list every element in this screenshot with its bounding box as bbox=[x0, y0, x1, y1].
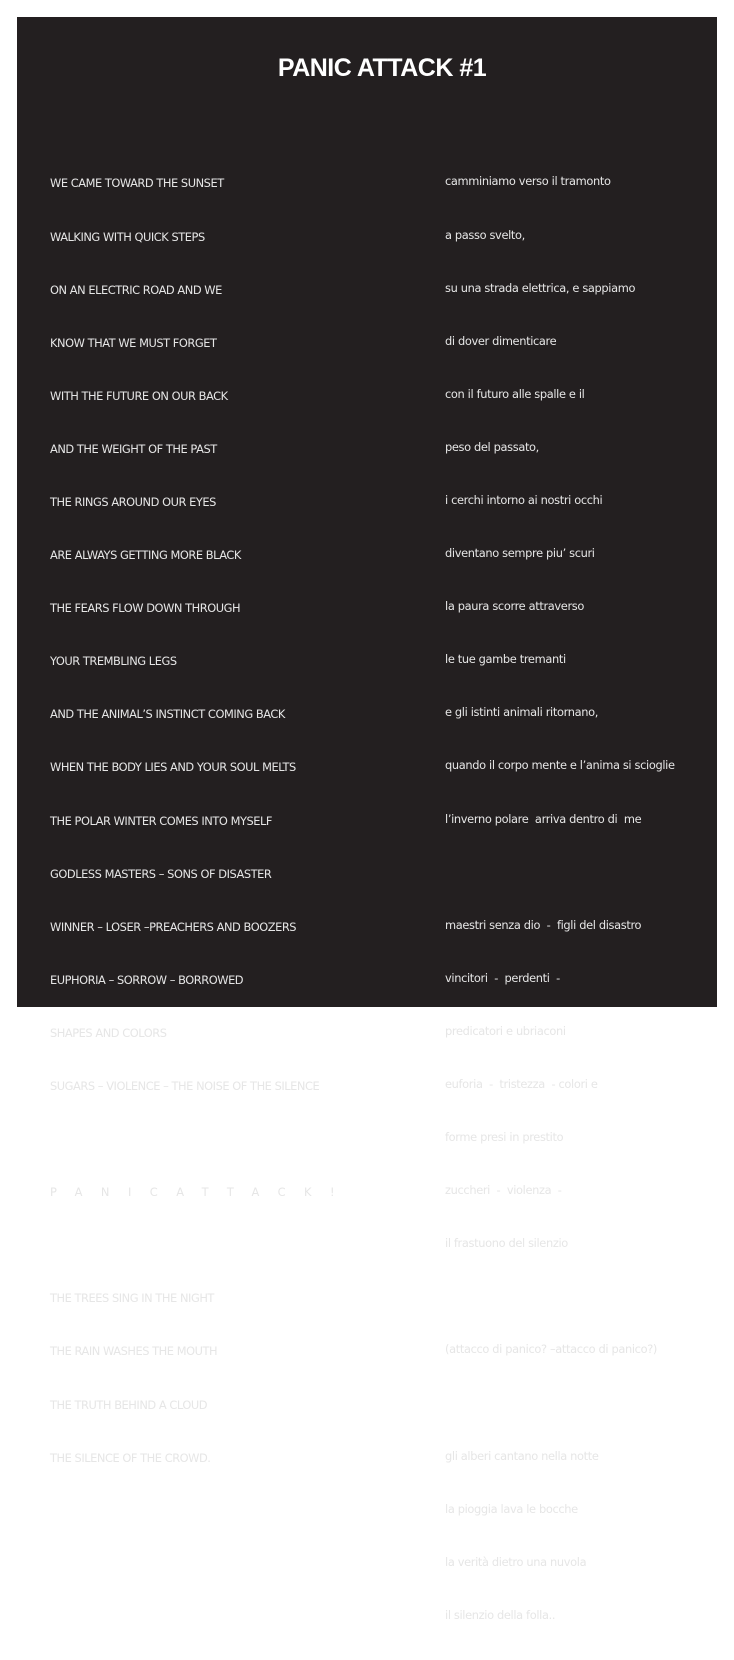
english-line: WINNER – LOSER –PREACHERS AND BOOZERS bbox=[50, 919, 297, 934]
italian-line: a passo svelto, bbox=[445, 227, 525, 242]
italian-line: euforia - tristezza - colori e bbox=[445, 1077, 598, 1091]
italian-blank-line bbox=[445, 1288, 675, 1306]
italian-line: la verità dietro una nuvola bbox=[445, 1554, 587, 1569]
italian-line: di dover dimenticare bbox=[445, 333, 557, 348]
english-line: THE POLAR WINTER COMES INTO MYSELF bbox=[50, 813, 272, 828]
english-line: THE FEARS FLOW DOWN THROUGH bbox=[50, 601, 241, 616]
english-line: ARE ALWAYS GETTING MORE BLACK bbox=[50, 548, 241, 563]
english-line: THE SILENCE OF THE CROWD. bbox=[50, 1450, 211, 1465]
english-line: THE RAIN WASHES THE MOUTH bbox=[50, 1344, 218, 1359]
english-line: AND THE WEIGHT OF THE PAST bbox=[50, 441, 217, 456]
panic-attack-spaced-line: PANICATTACK! bbox=[50, 1185, 354, 1200]
italian-line: le tue gambe tremanti bbox=[445, 652, 566, 667]
english-line: KNOW THAT WE MUST FORGET bbox=[50, 335, 217, 350]
italian-line: il frastuono del silenzio bbox=[445, 1236, 568, 1251]
english-line: SHAPES AND COLORS bbox=[50, 1025, 167, 1040]
english-line: YOUR TREMBLING LEGS bbox=[50, 654, 177, 669]
english-blank-line bbox=[50, 1131, 353, 1149]
italian-blank-line bbox=[445, 864, 675, 882]
italian-line: maestri senza dio - figli del disastro bbox=[445, 917, 642, 932]
italian-line: diventano sempre piu’ scuri bbox=[445, 546, 595, 561]
italian-line: il silenzio della folla.. bbox=[445, 1607, 556, 1622]
english-line: WALKING WITH QUICK STEPS bbox=[50, 229, 205, 244]
english-line: GODLESS MASTERS – SONS OF DISASTER bbox=[50, 866, 272, 881]
english-line: WE CAME TOWARD THE SUNSET bbox=[50, 176, 224, 191]
italian-line: quando il corpo mente e l’anima si scioglie bbox=[445, 758, 675, 773]
italian-line: (attacco di panico? –attacco di panico?) bbox=[445, 1342, 657, 1357]
italian-blank-line bbox=[445, 1395, 675, 1413]
english-lyrics bbox=[50, 140, 353, 1503]
english-line: AND THE ANIMAL’S INSTINCT COMING BACK bbox=[50, 707, 285, 722]
italian-line: vincitori - perdenti - bbox=[445, 970, 560, 985]
italian-line: l’inverno polare arriva dentro di me bbox=[445, 811, 642, 826]
italian-line: la paura scorre attraverso bbox=[445, 599, 585, 614]
italian-line: con il futuro alle spalle e il bbox=[445, 386, 585, 401]
poster-sheet bbox=[17, 17, 717, 1622]
italian-lyrics bbox=[445, 138, 675, 1660]
italian-line: camminiamo verso il tramonto bbox=[445, 174, 611, 189]
page-title: PANIC ATTACK #1 bbox=[277, 54, 487, 82]
italian-line: e gli istinti animali ritornano, bbox=[445, 705, 598, 720]
italian-line: su una strada elettrica, e sappiamo bbox=[445, 280, 636, 295]
english-line: SUGARS – VIOLENCE – THE NOISE OF THE SILENCE bbox=[50, 1079, 320, 1093]
english-line: THE TREES SING IN THE NIGHT bbox=[50, 1291, 214, 1306]
italian-line: gli alberi cantano nella notte bbox=[445, 1448, 599, 1463]
italian-line: forme presi in prestito bbox=[445, 1130, 564, 1145]
english-blank-line bbox=[50, 1237, 353, 1255]
italian-line: la pioggia lava le bocche bbox=[445, 1501, 578, 1516]
italian-line: zuccheri - violenza - bbox=[445, 1183, 562, 1198]
english-line: EUPHORIA – SORROW – BORROWED bbox=[50, 972, 244, 987]
english-line: WITH THE FUTURE ON OUR BACK bbox=[50, 388, 228, 403]
english-line: ON AN ELECTRIC ROAD AND WE bbox=[50, 282, 222, 297]
english-line: THE TRUTH BEHIND A CLOUD bbox=[50, 1397, 208, 1412]
english-line: THE RINGS AROUND OUR EYES bbox=[50, 494, 216, 509]
italian-line: predicatori e ubriaconi bbox=[445, 1023, 566, 1038]
italian-line: peso del passato, bbox=[445, 439, 539, 454]
italian-line: i cerchi intorno ai nostri occhi bbox=[445, 492, 603, 507]
english-line: WHEN THE BODY LIES AND YOUR SOUL MELTS bbox=[50, 760, 296, 775]
